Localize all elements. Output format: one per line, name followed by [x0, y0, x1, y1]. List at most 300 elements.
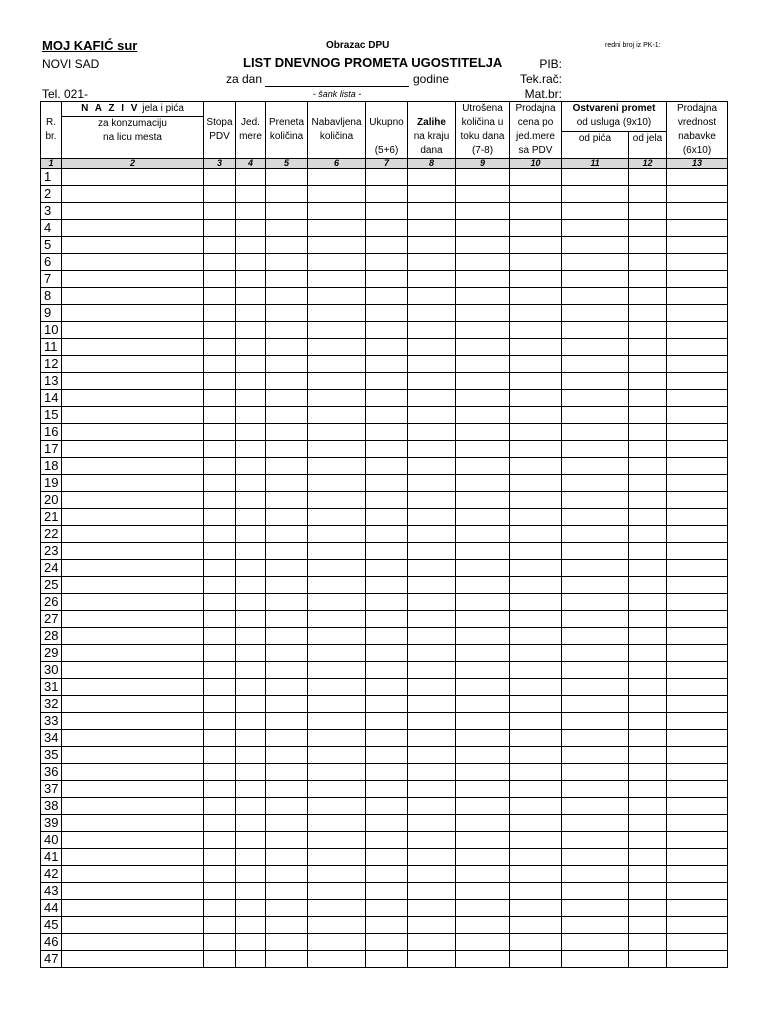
table-cell[interactable] — [510, 577, 562, 594]
table-cell[interactable] — [456, 798, 510, 815]
table-cell[interactable] — [510, 679, 562, 696]
table-cell[interactable] — [236, 781, 266, 798]
table-cell[interactable] — [366, 815, 408, 832]
table-cell[interactable] — [62, 696, 204, 713]
table-cell[interactable] — [62, 254, 204, 271]
table-cell[interactable] — [562, 696, 629, 713]
table-cell[interactable] — [266, 900, 308, 917]
table-cell[interactable] — [266, 271, 308, 288]
table-cell[interactable] — [308, 543, 366, 560]
table-cell[interactable] — [62, 764, 204, 781]
table-cell[interactable] — [629, 730, 667, 747]
table-cell[interactable] — [629, 492, 667, 509]
table-cell[interactable] — [266, 713, 308, 730]
table-cell[interactable] — [204, 390, 236, 407]
table-cell[interactable] — [266, 458, 308, 475]
table-cell[interactable] — [667, 713, 728, 730]
table-cell[interactable] — [408, 543, 456, 560]
table-cell[interactable] — [562, 560, 629, 577]
table-cell[interactable] — [236, 203, 266, 220]
table-cell[interactable] — [204, 849, 236, 866]
table-cell[interactable] — [236, 220, 266, 237]
table-cell[interactable] — [667, 254, 728, 271]
table-cell[interactable] — [62, 373, 204, 390]
table-cell[interactable] — [204, 951, 236, 968]
table-cell[interactable] — [204, 832, 236, 849]
table-cell[interactable] — [266, 883, 308, 900]
table-cell[interactable] — [204, 424, 236, 441]
table-cell[interactable] — [408, 390, 456, 407]
table-cell[interactable] — [266, 679, 308, 696]
table-cell[interactable] — [510, 288, 562, 305]
table-cell[interactable] — [456, 169, 510, 186]
table-cell[interactable] — [562, 883, 629, 900]
table-cell[interactable] — [62, 492, 204, 509]
table-cell[interactable] — [204, 509, 236, 526]
table-cell[interactable] — [629, 339, 667, 356]
table-cell[interactable] — [62, 645, 204, 662]
table-cell[interactable] — [308, 798, 366, 815]
table-cell[interactable] — [266, 781, 308, 798]
table-cell[interactable] — [629, 169, 667, 186]
table-cell[interactable] — [562, 866, 629, 883]
table-cell[interactable] — [266, 356, 308, 373]
table-cell[interactable] — [667, 288, 728, 305]
table-cell[interactable] — [266, 237, 308, 254]
table-cell[interactable] — [204, 543, 236, 560]
table-cell[interactable] — [204, 441, 236, 458]
table-cell[interactable] — [629, 934, 667, 951]
table-cell[interactable] — [408, 169, 456, 186]
table-cell[interactable] — [366, 543, 408, 560]
table-cell[interactable] — [236, 611, 266, 628]
table-cell[interactable] — [204, 407, 236, 424]
table-cell[interactable] — [236, 186, 266, 203]
table-cell[interactable] — [562, 764, 629, 781]
table-cell[interactable] — [308, 951, 366, 968]
table-cell[interactable] — [510, 866, 562, 883]
table-cell[interactable] — [62, 611, 204, 628]
table-cell[interactable] — [62, 407, 204, 424]
table-cell[interactable] — [408, 900, 456, 917]
table-cell[interactable] — [266, 339, 308, 356]
table-cell[interactable] — [366, 526, 408, 543]
table-cell[interactable] — [236, 441, 266, 458]
table-cell[interactable] — [236, 628, 266, 645]
table-cell[interactable] — [629, 424, 667, 441]
table-cell[interactable] — [408, 203, 456, 220]
table-cell[interactable] — [667, 764, 728, 781]
table-cell[interactable] — [667, 424, 728, 441]
table-cell[interactable] — [629, 747, 667, 764]
table-cell[interactable] — [236, 645, 266, 662]
table-cell[interactable] — [562, 373, 629, 390]
table-cell[interactable] — [308, 730, 366, 747]
table-cell[interactable] — [366, 713, 408, 730]
table-cell[interactable] — [456, 509, 510, 526]
table-cell[interactable] — [667, 373, 728, 390]
table-cell[interactable] — [510, 424, 562, 441]
table-cell[interactable] — [629, 900, 667, 917]
table-cell[interactable] — [667, 305, 728, 322]
table-cell[interactable] — [308, 832, 366, 849]
table-cell[interactable] — [308, 696, 366, 713]
table-cell[interactable] — [366, 696, 408, 713]
table-cell[interactable] — [510, 611, 562, 628]
table-cell[interactable] — [62, 832, 204, 849]
table-cell[interactable] — [562, 628, 629, 645]
table-cell[interactable] — [629, 203, 667, 220]
table-cell[interactable] — [266, 475, 308, 492]
table-cell[interactable] — [667, 747, 728, 764]
table-cell[interactable] — [667, 441, 728, 458]
table-cell[interactable] — [408, 220, 456, 237]
table-cell[interactable] — [456, 730, 510, 747]
table-cell[interactable] — [629, 917, 667, 934]
table-cell[interactable] — [408, 526, 456, 543]
table-cell[interactable] — [236, 237, 266, 254]
table-cell[interactable] — [456, 611, 510, 628]
table-cell[interactable] — [562, 577, 629, 594]
table-cell[interactable] — [62, 951, 204, 968]
table-cell[interactable] — [308, 917, 366, 934]
table-cell[interactable] — [629, 594, 667, 611]
table-cell[interactable] — [629, 526, 667, 543]
table-cell[interactable] — [510, 492, 562, 509]
table-cell[interactable] — [456, 441, 510, 458]
table-cell[interactable] — [366, 934, 408, 951]
table-cell[interactable] — [456, 390, 510, 407]
table-cell[interactable] — [408, 679, 456, 696]
table-cell[interactable] — [204, 560, 236, 577]
table-cell[interactable] — [562, 526, 629, 543]
table-cell[interactable] — [562, 407, 629, 424]
table-cell[interactable] — [510, 322, 562, 339]
table-cell[interactable] — [562, 543, 629, 560]
table-cell[interactable] — [562, 730, 629, 747]
table-cell[interactable] — [308, 713, 366, 730]
table-cell[interactable] — [408, 747, 456, 764]
table-cell[interactable] — [456, 271, 510, 288]
table-cell[interactable] — [408, 577, 456, 594]
table-cell[interactable] — [204, 220, 236, 237]
table-cell[interactable] — [366, 390, 408, 407]
table-cell[interactable] — [204, 900, 236, 917]
table-cell[interactable] — [308, 169, 366, 186]
table-cell[interactable] — [62, 815, 204, 832]
table-cell[interactable] — [510, 849, 562, 866]
table-cell[interactable] — [266, 764, 308, 781]
table-cell[interactable] — [366, 373, 408, 390]
table-cell[interactable] — [408, 696, 456, 713]
table-cell[interactable] — [667, 645, 728, 662]
table-cell[interactable] — [408, 951, 456, 968]
table-cell[interactable] — [308, 237, 366, 254]
table-cell[interactable] — [62, 781, 204, 798]
table-cell[interactable] — [62, 305, 204, 322]
table-cell[interactable] — [308, 407, 366, 424]
table-cell[interactable] — [366, 441, 408, 458]
table-cell[interactable] — [456, 934, 510, 951]
table-cell[interactable] — [266, 509, 308, 526]
table-cell[interactable] — [204, 917, 236, 934]
table-cell[interactable] — [456, 832, 510, 849]
table-cell[interactable] — [510, 560, 562, 577]
table-cell[interactable] — [510, 186, 562, 203]
table-cell[interactable] — [236, 764, 266, 781]
table-cell[interactable] — [667, 509, 728, 526]
table-cell[interactable] — [204, 934, 236, 951]
table-cell[interactable] — [562, 781, 629, 798]
table-cell[interactable] — [308, 866, 366, 883]
table-cell[interactable] — [266, 798, 308, 815]
table-cell[interactable] — [366, 730, 408, 747]
table-cell[interactable] — [456, 866, 510, 883]
table-cell[interactable] — [62, 441, 204, 458]
table-cell[interactable] — [456, 713, 510, 730]
table-cell[interactable] — [62, 849, 204, 866]
table-cell[interactable] — [510, 781, 562, 798]
table-cell[interactable] — [204, 254, 236, 271]
table-cell[interactable] — [204, 645, 236, 662]
table-cell[interactable] — [629, 543, 667, 560]
table-cell[interactable] — [667, 475, 728, 492]
table-cell[interactable] — [408, 475, 456, 492]
table-cell[interactable] — [456, 594, 510, 611]
table-cell[interactable] — [456, 373, 510, 390]
table-cell[interactable] — [456, 560, 510, 577]
table-cell[interactable] — [562, 492, 629, 509]
table-cell[interactable] — [510, 798, 562, 815]
table-cell[interactable] — [562, 356, 629, 373]
table-cell[interactable] — [236, 849, 266, 866]
table-cell[interactable] — [456, 339, 510, 356]
table-cell[interactable] — [667, 815, 728, 832]
table-cell[interactable] — [236, 407, 266, 424]
table-cell[interactable] — [204, 356, 236, 373]
table-cell[interactable] — [408, 492, 456, 509]
table-cell[interactable] — [510, 271, 562, 288]
table-cell[interactable] — [366, 611, 408, 628]
table-cell[interactable] — [236, 560, 266, 577]
table-cell[interactable] — [366, 203, 408, 220]
table-cell[interactable] — [204, 713, 236, 730]
table-cell[interactable] — [408, 441, 456, 458]
table-cell[interactable] — [629, 509, 667, 526]
table-cell[interactable] — [308, 271, 366, 288]
table-cell[interactable] — [456, 424, 510, 441]
table-cell[interactable] — [62, 509, 204, 526]
table-cell[interactable] — [408, 781, 456, 798]
table-cell[interactable] — [456, 458, 510, 475]
table-cell[interactable] — [562, 339, 629, 356]
table-cell[interactable] — [62, 747, 204, 764]
table-cell[interactable] — [510, 713, 562, 730]
table-cell[interactable] — [629, 220, 667, 237]
table-cell[interactable] — [562, 237, 629, 254]
table-cell[interactable] — [266, 407, 308, 424]
table-cell[interactable] — [456, 883, 510, 900]
table-cell[interactable] — [62, 390, 204, 407]
table-cell[interactable] — [366, 475, 408, 492]
table-cell[interactable] — [308, 934, 366, 951]
table-cell[interactable] — [62, 322, 204, 339]
table-cell[interactable] — [308, 883, 366, 900]
table-cell[interactable] — [667, 407, 728, 424]
table-cell[interactable] — [236, 288, 266, 305]
table-cell[interactable] — [629, 679, 667, 696]
table-cell[interactable] — [366, 679, 408, 696]
table-cell[interactable] — [408, 645, 456, 662]
table-cell[interactable] — [510, 628, 562, 645]
table-cell[interactable] — [62, 475, 204, 492]
table-cell[interactable] — [204, 662, 236, 679]
table-cell[interactable] — [629, 577, 667, 594]
table-cell[interactable] — [408, 832, 456, 849]
table-cell[interactable] — [62, 883, 204, 900]
table-cell[interactable] — [266, 186, 308, 203]
table-cell[interactable] — [366, 781, 408, 798]
table-cell[interactable] — [510, 934, 562, 951]
table-cell[interactable] — [667, 679, 728, 696]
table-cell[interactable] — [562, 934, 629, 951]
table-cell[interactable] — [236, 951, 266, 968]
table-cell[interactable] — [366, 866, 408, 883]
table-cell[interactable] — [629, 832, 667, 849]
table-cell[interactable] — [562, 220, 629, 237]
table-cell[interactable] — [62, 356, 204, 373]
table-cell[interactable] — [266, 220, 308, 237]
table-cell[interactable] — [62, 798, 204, 815]
table-cell[interactable] — [266, 645, 308, 662]
table-cell[interactable] — [562, 458, 629, 475]
table-cell[interactable] — [408, 798, 456, 815]
table-cell[interactable] — [562, 254, 629, 271]
table-cell[interactable] — [204, 679, 236, 696]
table-cell[interactable] — [408, 237, 456, 254]
table-cell[interactable] — [456, 764, 510, 781]
table-cell[interactable] — [456, 475, 510, 492]
table-cell[interactable] — [667, 594, 728, 611]
table-cell[interactable] — [266, 832, 308, 849]
table-cell[interactable] — [62, 169, 204, 186]
table-cell[interactable] — [366, 645, 408, 662]
table-cell[interactable] — [562, 390, 629, 407]
table-cell[interactable] — [510, 475, 562, 492]
table-cell[interactable] — [236, 577, 266, 594]
table-cell[interactable] — [562, 509, 629, 526]
table-cell[interactable] — [510, 543, 562, 560]
table-cell[interactable] — [667, 458, 728, 475]
table-cell[interactable] — [62, 679, 204, 696]
table-cell[interactable] — [366, 900, 408, 917]
table-cell[interactable] — [204, 577, 236, 594]
table-cell[interactable] — [408, 458, 456, 475]
table-cell[interactable] — [408, 509, 456, 526]
table-cell[interactable] — [62, 662, 204, 679]
table-cell[interactable] — [308, 424, 366, 441]
table-cell[interactable] — [236, 747, 266, 764]
table-cell[interactable] — [408, 322, 456, 339]
table-cell[interactable] — [62, 271, 204, 288]
table-cell[interactable] — [667, 186, 728, 203]
table-cell[interactable] — [667, 781, 728, 798]
table-cell[interactable] — [204, 611, 236, 628]
table-cell[interactable] — [510, 815, 562, 832]
table-cell[interactable] — [236, 526, 266, 543]
table-cell[interactable] — [236, 900, 266, 917]
table-cell[interactable] — [629, 611, 667, 628]
table-cell[interactable] — [456, 186, 510, 203]
table-cell[interactable] — [308, 815, 366, 832]
table-cell[interactable] — [456, 492, 510, 509]
table-cell[interactable] — [366, 764, 408, 781]
table-cell[interactable] — [667, 169, 728, 186]
table-cell[interactable] — [456, 407, 510, 424]
table-cell[interactable] — [629, 458, 667, 475]
table-cell[interactable] — [629, 237, 667, 254]
table-cell[interactable] — [308, 356, 366, 373]
table-cell[interactable] — [266, 594, 308, 611]
table-cell[interactable] — [236, 339, 266, 356]
table-cell[interactable] — [408, 883, 456, 900]
table-cell[interactable] — [562, 832, 629, 849]
table-cell[interactable] — [236, 169, 266, 186]
table-cell[interactable] — [667, 220, 728, 237]
table-cell[interactable] — [456, 322, 510, 339]
table-cell[interactable] — [366, 594, 408, 611]
table-cell[interactable] — [456, 679, 510, 696]
table-cell[interactable] — [629, 798, 667, 815]
table-cell[interactable] — [629, 628, 667, 645]
table-cell[interactable] — [204, 288, 236, 305]
table-cell[interactable] — [629, 560, 667, 577]
table-cell[interactable] — [308, 747, 366, 764]
table-cell[interactable] — [62, 900, 204, 917]
table-cell[interactable] — [408, 628, 456, 645]
table-cell[interactable] — [667, 730, 728, 747]
table-cell[interactable] — [667, 271, 728, 288]
table-cell[interactable] — [308, 203, 366, 220]
table-cell[interactable] — [236, 815, 266, 832]
table-cell[interactable] — [236, 832, 266, 849]
table-cell[interactable] — [62, 560, 204, 577]
table-cell[interactable] — [366, 254, 408, 271]
table-cell[interactable] — [456, 237, 510, 254]
table-cell[interactable] — [266, 815, 308, 832]
table-cell[interactable] — [562, 271, 629, 288]
table-cell[interactable] — [629, 288, 667, 305]
table-cell[interactable] — [366, 186, 408, 203]
table-cell[interactable] — [266, 305, 308, 322]
table-cell[interactable] — [266, 951, 308, 968]
table-cell[interactable] — [266, 492, 308, 509]
table-cell[interactable] — [366, 798, 408, 815]
table-cell[interactable] — [366, 305, 408, 322]
table-cell[interactable] — [629, 356, 667, 373]
table-cell[interactable] — [408, 662, 456, 679]
table-cell[interactable] — [62, 203, 204, 220]
table-cell[interactable] — [308, 764, 366, 781]
table-cell[interactable] — [562, 611, 629, 628]
table-cell[interactable] — [667, 900, 728, 917]
table-cell[interactable] — [204, 322, 236, 339]
table-cell[interactable] — [456, 526, 510, 543]
table-cell[interactable] — [510, 441, 562, 458]
table-cell[interactable] — [62, 594, 204, 611]
table-cell[interactable] — [629, 271, 667, 288]
table-cell[interactable] — [366, 917, 408, 934]
